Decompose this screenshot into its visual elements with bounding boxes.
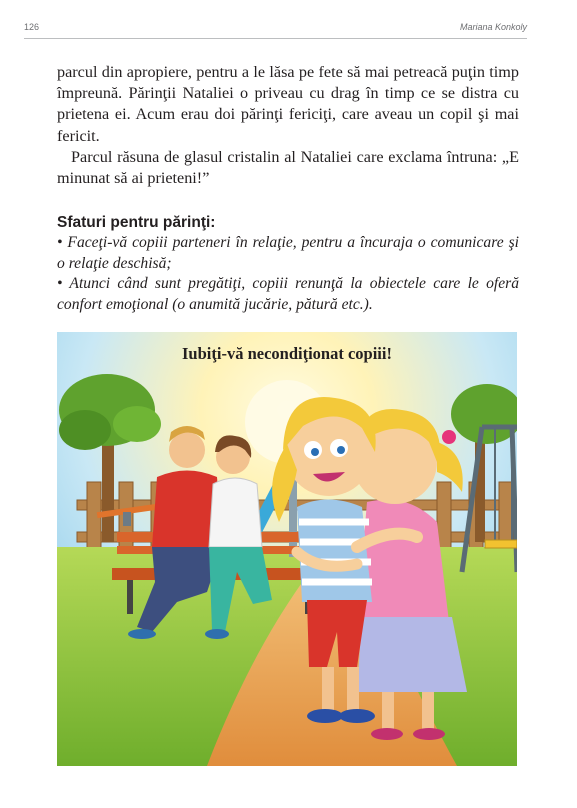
park-scene-image xyxy=(57,332,517,766)
header-rule xyxy=(24,38,527,39)
advice-item: • Faceţi-vă copiii parteneri în relaţie, pentru a încuraja o comunicare şi o relaţie deschisă; xyxy=(57,234,519,272)
advice-heading: Sfaturi pentru părinţi: xyxy=(57,214,216,231)
advice-section xyxy=(57,213,519,315)
advice-item: • Atunci când sunt pregătiţi, copiii renunţă la obiectele care le oferă confort emoţional (o anumită jucărie, pătură etc.). xyxy=(57,275,519,313)
paragraph: parcul din apropiere, pentru a le lăsa pe fete să mai petreacă puţin timp împreună. Părinţii Nataliei o priveau cu drag în timp ce se distra cu prietena ei. Acum erau doi părinţi fericiţi, care aveau un copil şi mai fericit. xyxy=(57,63,519,145)
page-number: 126 xyxy=(24,22,40,32)
running-header-author: Mariana Konkoly xyxy=(459,22,527,32)
paragraph: Parcul răsuna de glasul cristalin al Nataliei care exclama întruna: „E minunat să ai prieteni!” xyxy=(57,147,519,188)
illustration-caption: Iubiţi-vă necondiţionat copiii! xyxy=(182,344,392,363)
park-illustration xyxy=(57,332,517,766)
body-text xyxy=(57,62,519,189)
